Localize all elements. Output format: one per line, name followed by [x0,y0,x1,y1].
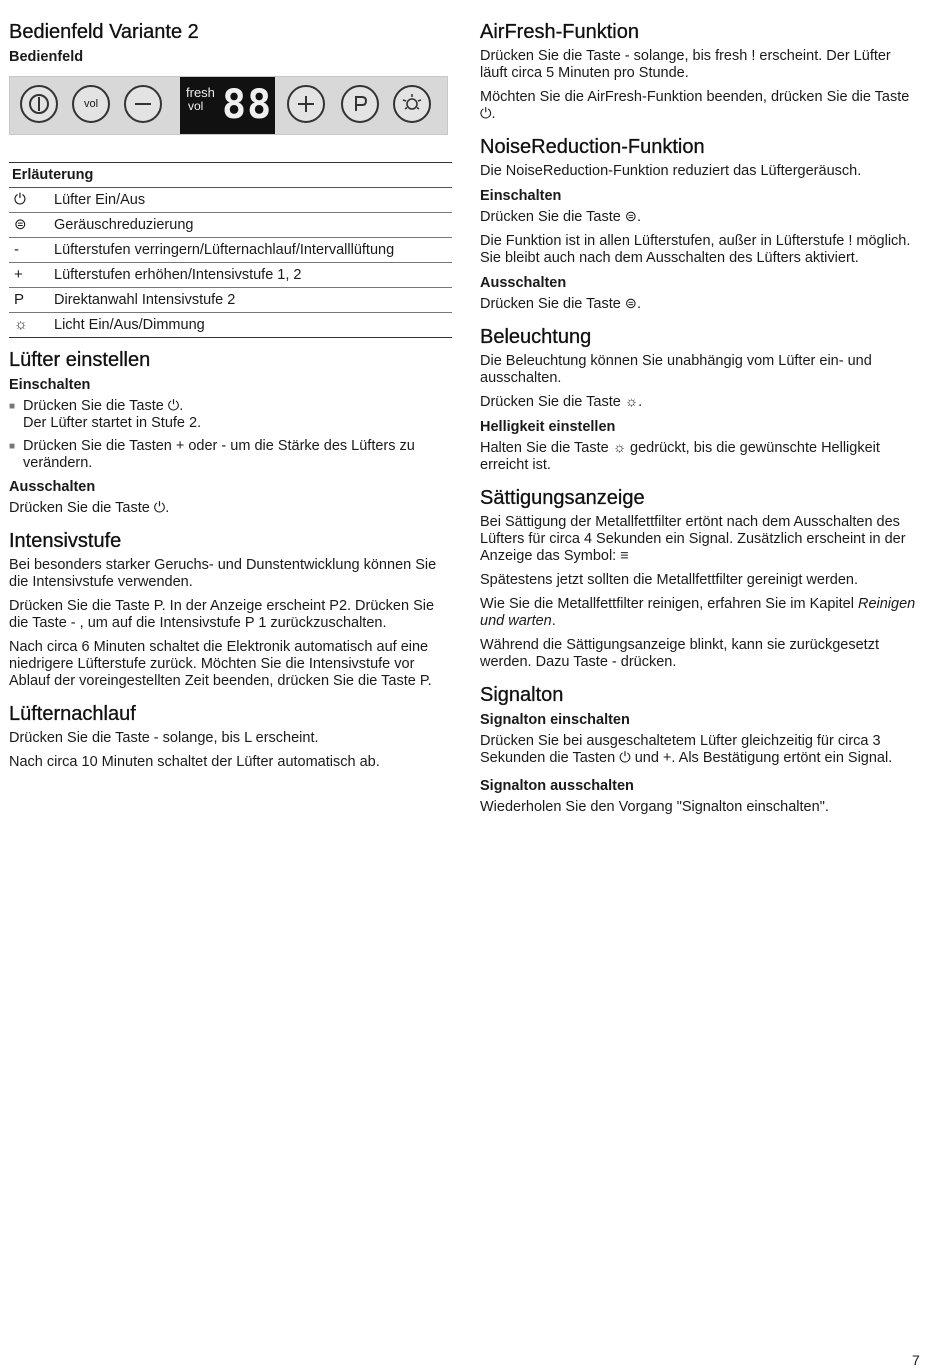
saettigung-p2: Spätestens jetzt sollten die Metallfettfilter gereinigt werden. [480,572,859,588]
luefter-off-text: Drücken Sie die Taste ⏻. [9,500,170,516]
intensiv-p3: Nach circa 6 Minuten schaltet die Elektronik automatisch auf eine niedrigere Lüfterstufe zurück. Möchten Sie die Intensivstufe vor Ablauf der voreingestellten Zeit beenden, drücken Sie die Taste P. [9,639,432,689]
section-title-bedienfeld: Bedienfeld Variante 2 [9,21,199,43]
plus-icon: + [14,266,23,283]
signalton-on-heading: Signalton einschalten [480,712,630,728]
intensiv-p1: Bei besonders starker Geruchs- und Dunstentwicklung können Sie die Intensivstufe verwenden. [9,557,437,590]
airfresh-p2: Möchten Sie die AirFresh-Funktion beenden, drücken Sie die Taste ⏻. [480,89,910,122]
section-title-luefter: Lüfter einstellen [9,349,151,371]
legend-row [9,263,452,288]
section-luefter [9,348,452,517]
signalton-off-heading: Signalton ausschalten [480,778,634,794]
signalton-p1: Drücken Sie bei ausgeschaltetem Lüfter gleichzeitig für circa 3 Sekunden die Tasten ⏻ und +. Als Bestätigung ertönt ein Signal. [480,733,893,766]
bullet-text: Der Lüfter startet in Stufe 2. [23,415,202,431]
legend-title: Erläuterung [9,163,452,188]
luefter-off-heading: Ausschalten [9,479,96,495]
legend-row [9,238,452,263]
section-title-noise: NoiseReduction-Funktion [480,136,705,158]
panel-heading: Bedienfeld [9,49,84,65]
intensiv-p2: Drücken Sie die Taste P. In der Anzeige erscheint P2. Drücken Sie die Taste - , um auf die Intensivstufe P 1 zurückzuschalten. [9,598,435,631]
section-title-intensiv: Intensivstufe [9,530,122,552]
right-column [480,20,920,823]
page-number: 7 [912,1352,920,1368]
legend-text: Lüfter Ein/Aus [54,192,146,208]
plus-button-icon [287,85,325,123]
noise-p2: Die Funktion ist in allen Lüfterstufen, außer in Lüfterstufe ! möglich. Sie bleibt auch nach dem Ausschalten des Lüfters aktiviert. [480,233,911,266]
section-nachlauf [9,702,452,771]
section-saettigung [480,486,920,671]
display-vol: vol [188,99,204,113]
legend-row [9,188,452,213]
noise-on-text: Drücken Sie die Taste ⊜. [480,209,641,225]
luefter-on-heading: Einschalten [9,377,91,393]
saettigung-p3-a: Wie Sie die Metallfettfilter reinigen, erfahren Sie im Kapitel [480,596,858,612]
legend-text: Geräuschreduzierung [54,217,194,233]
noise-off-heading: Ausschalten [480,275,567,291]
p-button-icon [341,85,379,123]
saettigung-p4: Während die Sättigungsanzeige blinkt, kann sie zurückgesetzt werden. Dazu Taste - drücken. [480,637,879,670]
noise-reduction-icon: ⊜ [14,216,27,233]
saettigung-p3 [480,596,920,630]
section-title-nachlauf: Lüfternachlauf [9,703,136,725]
section-title-beleuchtung: Beleuchtung [480,326,592,348]
display-panel [180,77,275,134]
list-item [9,438,452,472]
noise-reduction-button-icon [72,85,110,123]
p-icon: P [14,291,25,308]
saettigung-p3-c: . [551,613,556,629]
bullet-text: Drücken Sie die Taste ⏻. [23,398,184,414]
legend-text: Lüfterstufen erhöhen/Intensivstufe 1, 2 [54,267,302,283]
legend-text: Licht Ein/Aus/Dimmung [54,317,205,333]
section-airfresh [480,20,920,123]
power-icon: ⏻ [14,191,26,208]
minus-button-icon [124,85,162,123]
beleuchtung-p2: Drücken Sie die Taste ☼. [480,394,643,410]
section-title-airfresh: AirFresh-Funktion [480,21,639,43]
legend-table [9,162,452,338]
minus-icon: - [14,241,19,258]
section-signalton [480,683,920,816]
nachlauf-p1: Drücken Sie die Taste - solange, bis L erscheint. [9,730,319,746]
control-panel-illustration [9,76,448,135]
nachlauf-p2: Nach circa 10 Minuten schaltet der Lüfter automatisch ab. [9,754,380,770]
bullet-text: Drücken Sie die Tasten + oder - um die Stärke des Lüfters zu verändern. [23,438,415,471]
bullet-square-icon: ■ [9,401,16,412]
vol-label: vol [83,98,99,110]
section-title-saettigung: Sättigungsanzeige [480,487,645,509]
beleuchtung-bright-heading: Helligkeit einstellen [480,419,616,435]
section-intensiv [9,529,452,690]
chapter-reference: Reinigen und warten [480,596,916,629]
saettigung-p1: Bei Sättigung der Metallfettfilter ertönt nach dem Ausschalten des Lüfters für circa 4 Sekunden ein Signal. Zusätzlich erscheint in der Anzeige das Symbol: ≡ [480,514,906,564]
section-title-signalton: Signalton [480,684,564,706]
section-noise [480,135,920,313]
list-item [9,398,452,432]
section-beleuchtung [480,325,920,474]
power-button-icon [20,85,58,123]
display-fresh: fresh [186,85,215,100]
legend-text: Lüfterstufen verringern/Lüfternachlauf/Intervalllüftung [54,242,395,258]
left-column [9,20,452,778]
bullet-square-icon: ■ [9,441,16,452]
noise-off-text: Drücken Sie die Taste ⊜. [480,296,641,312]
legend-row [9,313,452,338]
legend-text: Direktanwahl Intensivstufe 2 [54,292,236,308]
light-button-icon [393,85,431,123]
legend-row [9,288,452,313]
noise-on-heading: Einschalten [480,188,562,204]
light-icon: ☼ [14,316,28,333]
signalton-p2: Wiederholen Sie den Vorgang "Signalton einschalten". [480,799,829,815]
beleuchtung-p3: Halten Sie die Taste ☼ gedrückt, bis die gewünschte Helligkeit erreicht ist. [480,440,880,473]
airfresh-p1: Drücken Sie die Taste - solange, bis fresh ! erscheint. Der Lüfter läuft circa 5 Minuten pro Stunde. [480,48,891,81]
beleuchtung-p1: Die Beleuchtung können Sie unabhängig vom Lüfter ein- und ausschalten. [480,353,872,386]
display-digits: 88 [222,82,273,128]
legend-row [9,213,452,238]
noise-p1: Die NoiseReduction-Funktion reduziert das Lüftergeräusch. [480,163,862,179]
